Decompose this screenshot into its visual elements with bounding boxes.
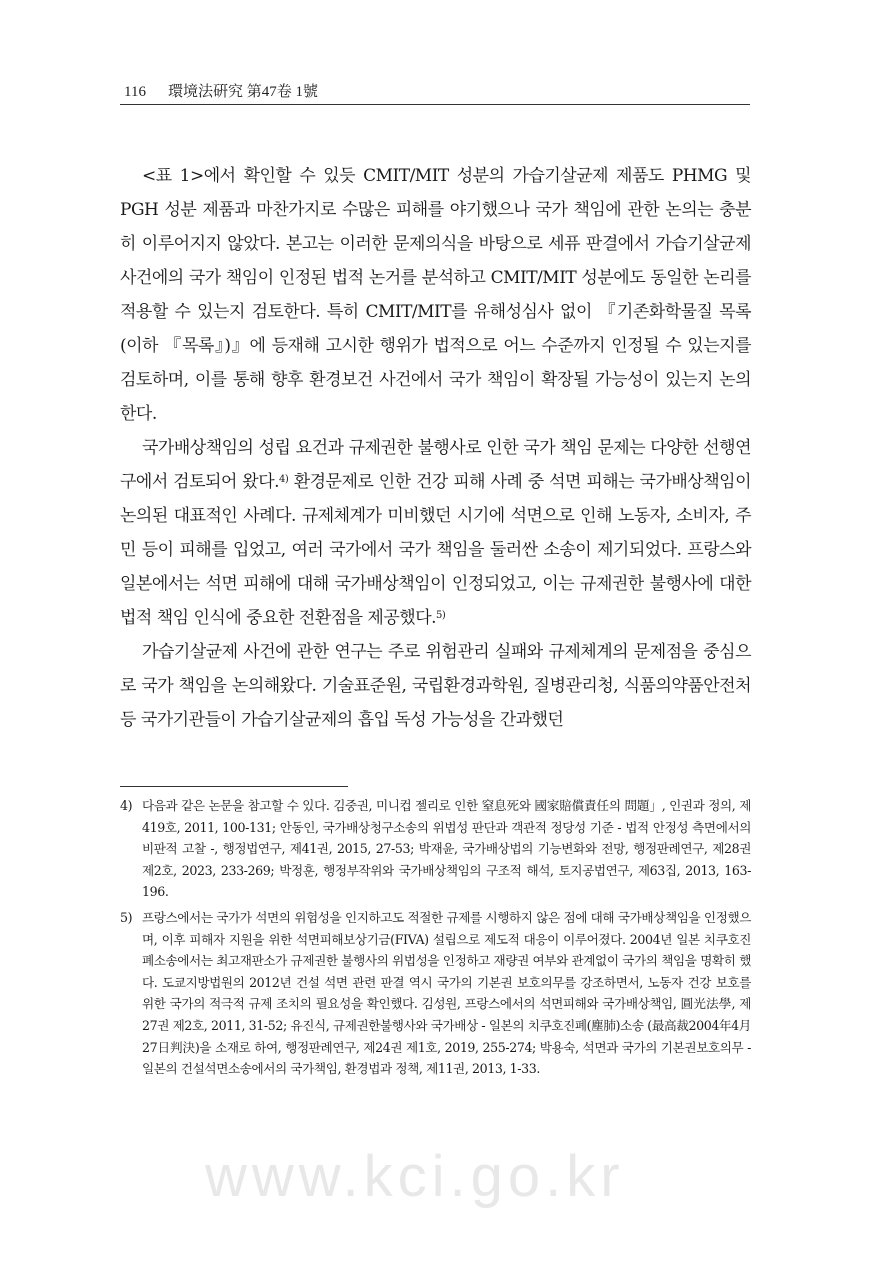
footnote-ref-5[interactable]: 5) [436, 610, 446, 621]
footnote-text: 프랑스에서는 국가가 석면의 위험성을 인지하고도 적절한 규제를 시행하지 않은 점에 대해 국가배상책임을 인정했으며, 이후 피해자 지원을 위한 석면피해보상기금(FIVA) 설립으로 제도적 대응이 이루어졌다. 2004년 일본 치쿠호진폐소송에서는 최고재판소가 규제권한 불행사의 위법성을 인정하고 재량권 여부와 관계없이 국가의 책임을 명확히 했다. 도쿄지방법원의 2012년 건설 석면 관련 판결 역시 국가의 기본권 보호의무를 강조하면서, 노동자 건강 보호를 위한 국가의 적극적 규제 조치의 필요성을 확인했다. 김성원, 프랑스에서의 석면피해와 국가배상책임, 圓光法學, 제27권 제2호, 2011, 31-52; 유진식, 규제권한불행사와 국가배상 - 일본의 치쿠호진폐(塵肺)소송 (最高裁2004年4月27日判決)을 소재로 하여, 행정판례연구, 제24권 제1호, 2019, 255-274; 박용숙, 석면과 국가의 기본권보호의무 - 일본의 건설석면소송에서의 국가책임, 환경법과 정책, 제11권, 2013, 1-33. [142, 909, 751, 1077]
header-rule [120, 104, 750, 105]
journal-title: 環境法硏究 第47卷 1號 [167, 84, 318, 100]
footnotes [120, 795, 751, 1084]
paragraph-3: 가습기살균제 사건에 관한 연구는 주로 위험관리 실패와 규제체계의 문제점을 중심으로 국가 책임을 논의해왔다. 기술표준원, 국립환경과학원, 질병관리청, 식품의약품안전처 등 국가기관들이 가습기살균제의 흡입 독성 가능성을 간과했던 [120, 642, 751, 730]
watermark: www.kci.go.kr [205, 1144, 625, 1209]
footnote-rule [120, 786, 348, 787]
paragraph-2-part-b: 환경문제로 인한 건강 피해 사례 중 석면 피해는 국가배상책임이 논의된 대표적인 사례다. 규제체계가 미비했던 시기에 석면으로 인해 노동자, 소비자, 주민 등이 피해를 입었고, 여러 국가에서 국가 책임을 둘러싼 소송이 제기되었다. 프랑스와 일본에서는 석면 피해에 대해 국가배상책임이 인정되었고, 이는 규제권한 불행사에 대한 법적 책임 인식에 중요한 전환점을 제공했다. [120, 472, 751, 628]
footnote-ref-4[interactable]: 4) [279, 474, 289, 485]
paragraph-1: <표 1>에서 확인할 수 있듯 CMIT/MIT 성분의 가습기살균제 제품도 PHMG 및 PGH 성분 제품과 마찬가지로 수많은 피해를 야기했으나 국가 책임에 관한 논의는 충분히 이루어지지 않았다. 본고는 이러한 문제의식을 바탕으로 세퓨 판결에서 가습기살균제 사건에의 국가 책임이 인정된 법적 논거를 분석하고 CMIT/MIT 성분에도 동일한 논리를 적용할 수 있는지 검토한다. 특히 CMIT/MIT를 유해성심사 없이 『기존화학물질 목록(이하 『목록』)』에 등재해 고시한 행위가 법적으로 어느 수준까지 인정될 수 있는지를 검토하며, 이를 통해 향후 환경보건 사건에서 국가 책임이 확장될 가능성이 있는지 논의한다. [120, 166, 751, 424]
footnote-marker: 5) [120, 909, 133, 925]
paragraph-2 [120, 431, 751, 635]
running-header [124, 82, 750, 102]
footnote-text: 다음과 같은 논문을 참고할 수 있다. 김중권, 미니컵 젤리로 인한 窒息死와 國家賠償責任의 問題」, 인권과 정의, 제419호, 2011, 100-131; 안동인, 국가배상청구소송의 위법성 판단과 객관적 정당성 기준 - 법적 안정성 측면에서의 비판적 고찰 -, 행정법연구, 제41권, 2015, 27-53; 박재윤, 국가배상법의 기능변화와 전망, 행정판례연구, 제28권 제2호, 2023, 233-269; 박정훈, 행정부작위와 국가배상책임의 구조적 해석, 토지공법연구, 제63집, 2013, 163-196. [142, 798, 751, 900]
body-text [120, 159, 751, 737]
page-number: 116 [124, 84, 146, 100]
footnote-5 [120, 907, 751, 1080]
paragraph-2-part-a: 국가배상책임의 성립 요건과 규제권한 불행사로 인한 국가 책임 문제는 다양한 선행연구에서 검토되어 왔다. [120, 438, 751, 492]
footnote-marker: 4) [120, 798, 133, 813]
footnote-4 [120, 795, 751, 903]
